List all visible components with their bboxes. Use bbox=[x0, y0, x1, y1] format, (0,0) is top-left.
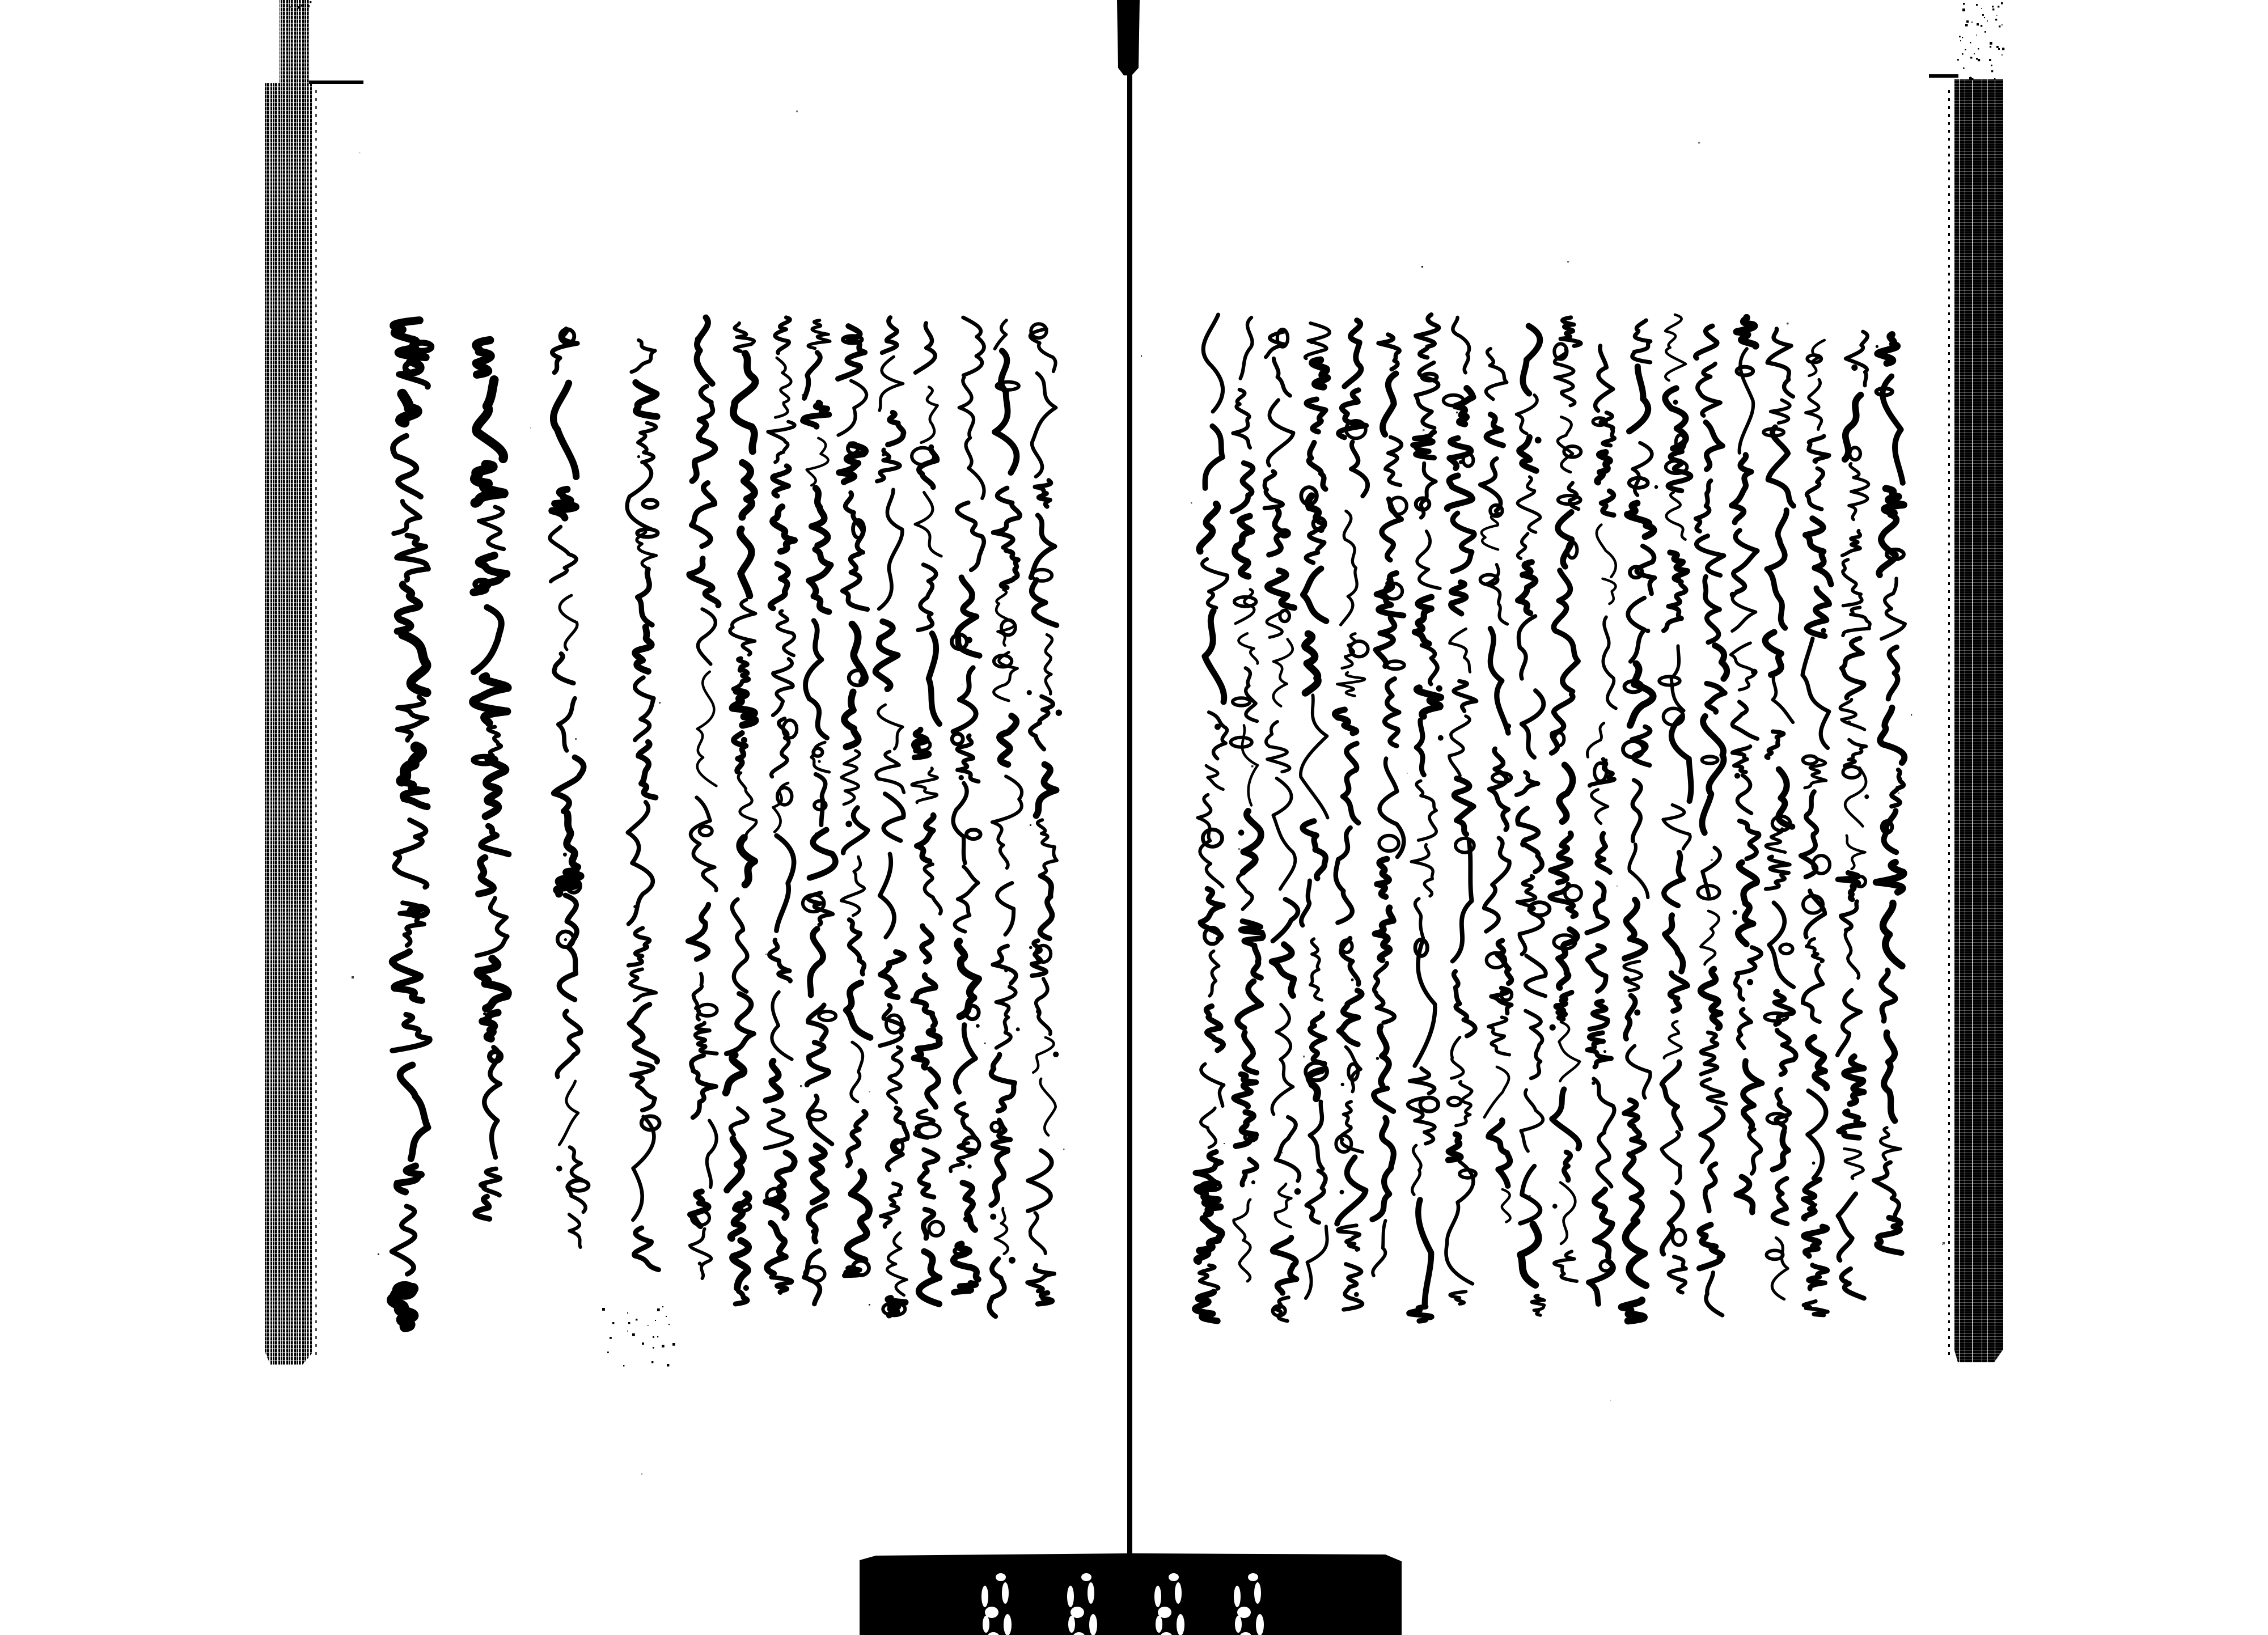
label-numerals bbox=[860, 1552, 1402, 1635]
left-page-ink bbox=[392, 317, 1062, 1327]
spine-label bbox=[860, 1552, 1402, 1635]
noise-specks bbox=[286, 1, 2004, 1475]
right-page-ink bbox=[1195, 315, 1905, 1321]
